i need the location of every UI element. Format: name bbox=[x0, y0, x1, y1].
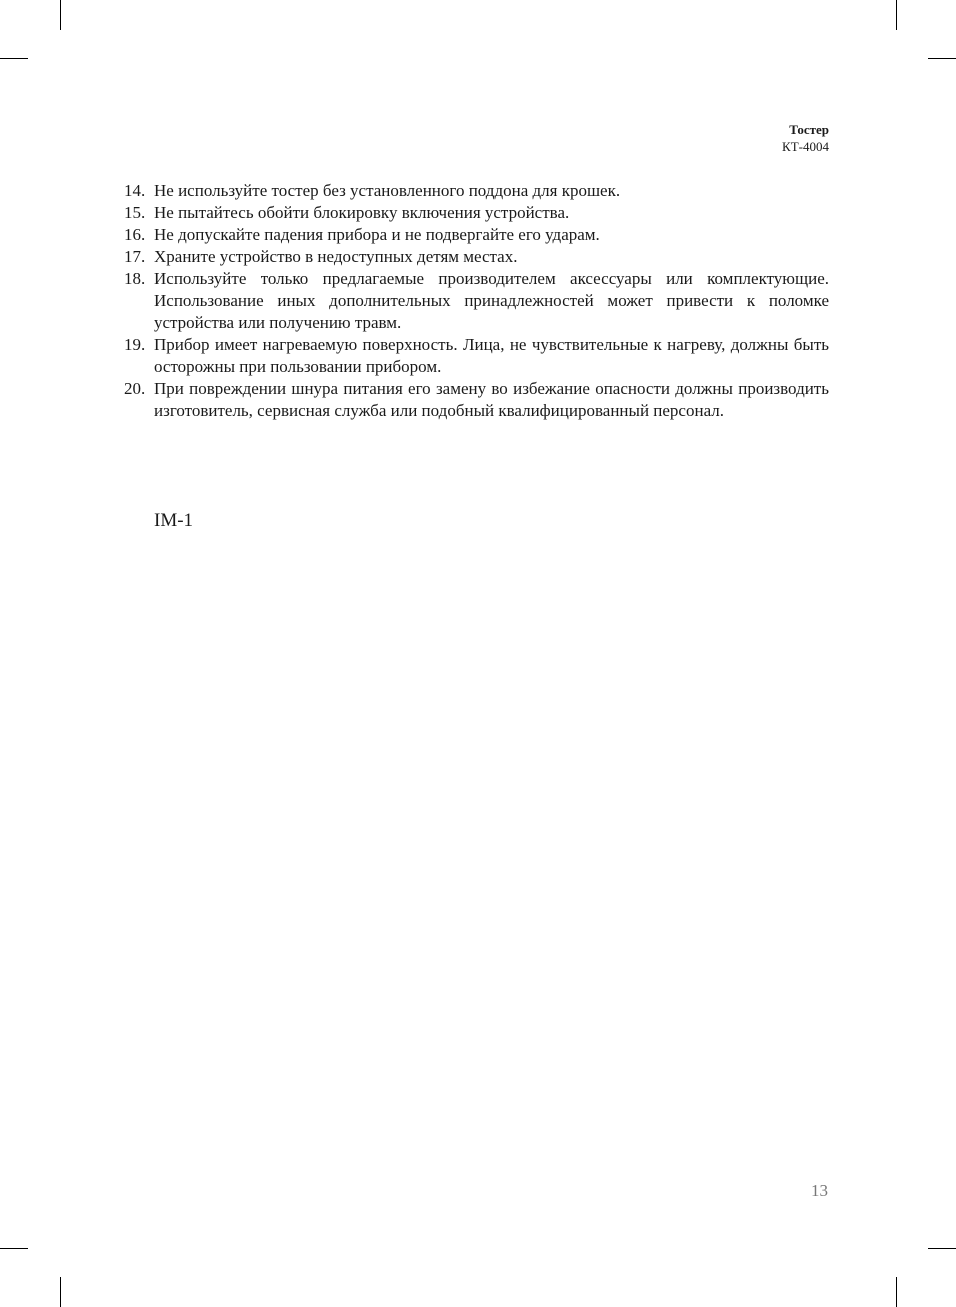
item-text: Не допускайте падения прибора и не подвергайте его ударам. bbox=[154, 225, 600, 244]
item-text: При повреждении шнура питания его замену во избежание опасности должны производить изготовитель, сервисная служба или подобный квалифицированный персонал. bbox=[154, 379, 829, 420]
item-number: 19. bbox=[124, 335, 146, 354]
list-item bbox=[124, 180, 829, 202]
item-number: 20. bbox=[124, 379, 146, 398]
item-text: Не используйте тостер без установленного поддона для крошек. bbox=[154, 181, 621, 200]
item-number: 18. bbox=[124, 269, 146, 288]
item-number: 16. bbox=[124, 225, 146, 244]
list-item bbox=[124, 202, 829, 224]
list-item bbox=[124, 268, 829, 334]
crop-mark-top-right-horizontal bbox=[928, 58, 956, 59]
item-text: Используйте только предлагаемые производителем аксессуары или комплектующие. Использование иных дополнительных принадлежностей может привести к поломке устройства или получению травм. bbox=[154, 269, 829, 332]
crop-mark-bottom-right-vertical bbox=[896, 1277, 897, 1307]
list-item bbox=[124, 224, 829, 246]
list-item bbox=[124, 378, 829, 422]
crop-mark-top-right-vertical bbox=[896, 0, 897, 30]
page-header bbox=[782, 121, 829, 155]
product-model: КТ-4004 bbox=[782, 139, 829, 154]
crop-mark-bottom-left-vertical bbox=[60, 1277, 61, 1307]
item-text: Не пытайтесь обойти блокировку включения устройства. bbox=[154, 203, 570, 222]
crop-mark-bottom-left-horizontal bbox=[0, 1248, 28, 1249]
safety-instructions-list bbox=[124, 180, 829, 422]
item-number: 14. bbox=[124, 181, 146, 200]
item-text: Храните устройство в недоступных детям местах. bbox=[154, 247, 518, 266]
crop-mark-bottom-right-horizontal bbox=[928, 1248, 956, 1249]
page-number: 13 bbox=[811, 1181, 828, 1200]
document-code: IM-1 bbox=[154, 510, 194, 531]
list-item bbox=[124, 246, 829, 268]
crop-mark-top-left-vertical bbox=[60, 0, 61, 30]
crop-mark-top-left-horizontal bbox=[0, 58, 28, 59]
item-number: 17. bbox=[124, 247, 146, 266]
list-item bbox=[124, 334, 829, 378]
item-number: 15. bbox=[124, 203, 146, 222]
item-text: Прибор имеет нагреваемую поверхность. Лица, не чувствительные к нагреву, должны быть осторожны при пользовании прибором. bbox=[154, 335, 829, 376]
product-title: Тостер bbox=[789, 122, 829, 137]
